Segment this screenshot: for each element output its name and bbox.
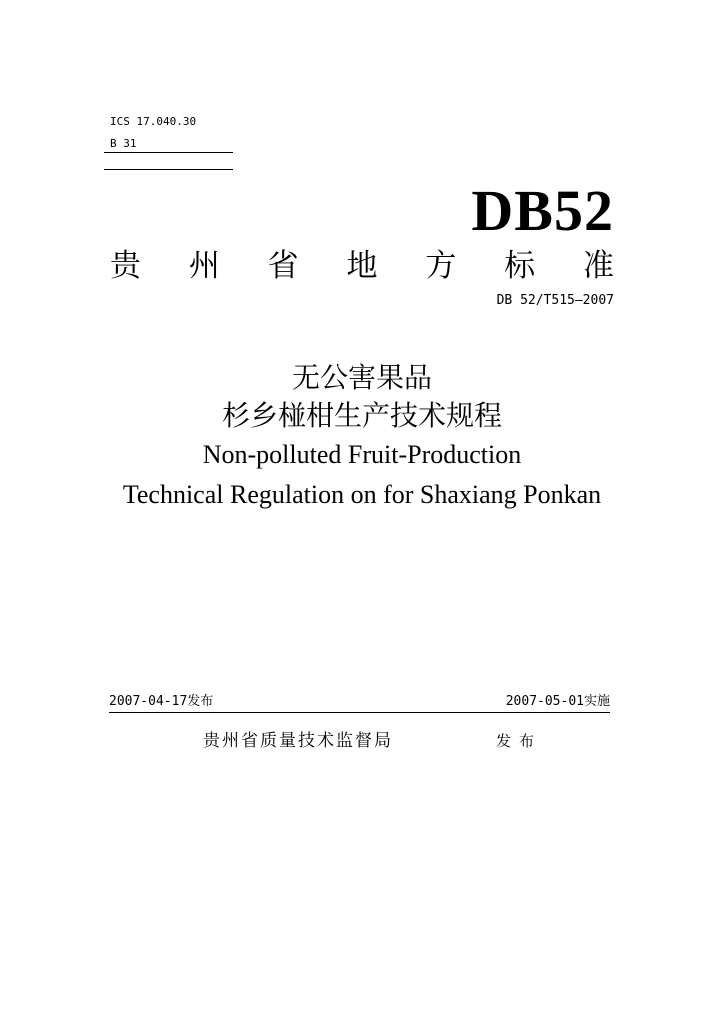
ics-code: ICS 17.040.30 (110, 115, 197, 128)
standard-type-char: 地 (346, 248, 378, 284)
header-rule-bottom (104, 169, 233, 170)
standard-type-char: 准 (582, 248, 614, 284)
title-chinese-line1: 无公害果品 (291, 361, 432, 394)
standard-type-char: 贵 (110, 248, 141, 284)
title-english-line1: Non-polluted Fruit-Production (202, 440, 522, 469)
implementation-date: 2007-05-01实施 (505, 694, 610, 709)
issue-date: 2007-04-17发布 (109, 694, 214, 709)
standard-type-char: 州 (188, 248, 220, 284)
title-chinese-line2: 杉乡椪柑生产技术规程 (221, 399, 502, 432)
standard-type-char: 省 (267, 248, 299, 284)
standard-type-char: 方 (425, 248, 457, 284)
standard-type-char: 标 (504, 248, 536, 284)
ccs-code: B 31 (110, 137, 137, 150)
header-rule-top (104, 152, 233, 153)
standard-code: DB 52/T515—2007 (496, 293, 614, 308)
title-english-line2: Technical Regulation on for Shaxiang Ponkan (122, 480, 602, 509)
date-line (109, 692, 610, 713)
standard-mark: DB52 (471, 178, 614, 243)
issuing-authority: 贵州省质量技术监督局 (203, 731, 393, 751)
issued-label: 发布 (496, 732, 543, 750)
standard-type-title (110, 246, 614, 286)
